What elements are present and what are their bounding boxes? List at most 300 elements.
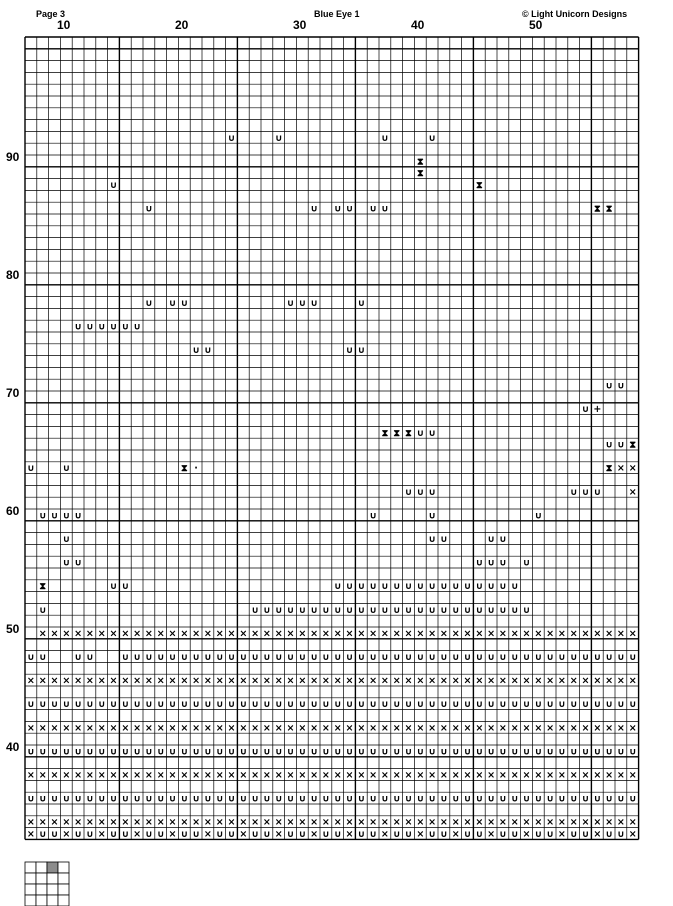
stitch-symbol: ∪ [605,829,613,841]
stitch-symbol: ∪ [227,793,236,805]
stitch-symbol: ∪ [145,699,153,711]
stitch-symbol: × [38,817,47,829]
stitch-symbol: ∪ [274,132,283,144]
stitch-symbol: ∪ [369,510,377,522]
stitch-symbol: ∪ [428,581,436,593]
stitch-symbol: × [428,770,437,782]
stitch-symbol: × [321,675,330,687]
stitch-symbol: × [274,675,283,687]
stitch-symbol: ∪ [345,203,354,215]
stitch-symbol: ∪ [133,652,141,664]
stitch-symbol: × [133,675,142,687]
stitch-symbol: ∪ [499,534,507,546]
stitch-symbol: ∪ [180,793,189,805]
stitch-symbol: × [581,817,590,829]
stitch-symbol: ∪ [440,604,448,616]
stitch-symbol: × [451,829,460,841]
stitch-symbol: × [38,628,47,640]
stitch-symbol: × [628,817,637,829]
stitch-symbol: ∪ [168,746,177,758]
stitch-symbol: ∪ [333,604,342,616]
stitch-symbol: × [109,675,118,687]
stitch-symbol: × [50,770,59,782]
stitch-symbol: × [274,722,283,734]
stitch-symbol: × [274,829,283,841]
stitch-symbol: × [487,770,496,782]
stitch-symbol: × [380,817,389,829]
stitch-symbol: × [251,817,260,829]
stitch-symbol: × [239,817,248,829]
stitch-symbol: × [357,770,366,782]
stitch-symbol: × [26,770,35,782]
stitch-symbol: ∪ [558,652,566,664]
stitch-symbol: × [605,675,614,687]
stitch-symbol: ∪ [416,793,425,805]
stitch-symbol: ∪ [274,604,283,616]
stitch-symbol: × [557,675,566,687]
stitch-symbol: × [463,722,472,734]
stitch-symbol: × [380,675,389,687]
stitch-symbol: × [85,675,94,687]
stitch-symbol: × [616,817,625,829]
stitch-symbol: × [227,675,236,687]
stitch-symbol: × [369,817,378,829]
stitch-symbol: ∪ [239,699,248,711]
stitch-symbol: × [168,770,177,782]
stitch-symbol: ∪ [440,829,448,841]
stitch-symbol: ∪ [617,380,625,392]
stitch-symbol: ∪ [510,699,519,711]
stitch-symbol: × [345,829,354,841]
overview-page-cell [58,873,69,884]
stitch-symbol: × [451,628,460,640]
stitch-symbol: ∪ [333,699,342,711]
stitch-symbol: × [357,675,366,687]
stitch-symbol: × [239,829,248,841]
stitch-symbol: × [380,628,389,640]
stitch-symbol: ∪ [133,321,141,333]
stitch-symbol: ∪ [121,829,130,841]
stitch-symbol: ∪ [27,463,35,475]
stitch-symbol: ∪ [392,652,401,664]
stitch-symbol: ∪ [86,699,94,711]
stitch-symbol: ∪ [168,699,177,711]
stitch-symbol: ∪ [475,699,484,711]
stitch-symbol: × [26,675,35,687]
stitch-symbol: ∪ [510,652,519,664]
stitch-symbol: ∪ [27,652,35,664]
stitch-symbol: × [274,770,283,782]
stitch-symbol: ∪ [97,321,106,333]
stitch-symbol: ∪ [605,652,613,664]
stitch-symbol: × [428,722,437,734]
stitch-symbol: × [133,628,142,640]
stitch-symbol: × [404,722,413,734]
stitch-symbol: ∪ [369,203,377,215]
stitch-symbol: ∪ [428,604,436,616]
stitch-symbol: ∪ [27,746,35,758]
stitch-symbol: × [357,722,366,734]
stitch-symbol: ∪ [62,557,71,569]
stitch-symbol: ∪ [451,699,460,711]
stitch-symbol: ∪ [475,793,484,805]
stitch-symbol: × [534,628,543,640]
stitch-symbol: × [557,628,566,640]
overview-page-cell [25,895,36,906]
overview-page-cell [36,873,47,884]
stitch-symbol: × [227,817,236,829]
page-label: Page 3 [36,9,66,19]
stitch-symbol: ∪ [369,793,377,805]
stitch-symbol: × [487,675,496,687]
stitch-symbol: × [168,829,177,841]
stitch-symbol: ∪ [581,404,590,416]
stitch-symbol: ∪ [121,746,130,758]
stitch-symbol: ∪ [558,699,566,711]
stitch-symbol: ∪ [62,463,71,475]
stitch-symbol: ∪ [546,746,554,758]
stitch-symbol: × [569,628,578,640]
stitch-symbol: × [439,817,448,829]
stitch-symbol: × [85,770,94,782]
stitch-symbol: × [557,829,566,841]
stitch-symbol: ∪ [286,652,295,664]
stitch-symbol: × [581,770,590,782]
stitch-symbol: ∪ [534,699,543,711]
stitch-symbol: ∪ [86,652,94,664]
stitch-symbol: × [345,628,354,640]
stitch-symbol: × [416,675,425,687]
stitch-symbol: ∪ [369,604,377,616]
stitch-symbol: × [215,722,224,734]
stitch-symbol: ∪ [109,180,118,192]
stitch-symbol: × [168,675,177,687]
stitch-symbol: ∪ [97,793,106,805]
stitch-symbol: × [593,675,602,687]
stitch-symbol: × [628,770,637,782]
stitch-symbol: × [203,770,212,782]
stitch-symbol: ∪ [440,746,448,758]
stitch-symbol: × [298,817,307,829]
stitch-symbol: × [463,675,472,687]
stitch-symbol: ∪ [322,604,330,616]
stitch-symbol: × [74,722,83,734]
stitch-symbol: ∪ [510,581,519,593]
stitch-symbol: × [534,675,543,687]
stitch-symbol: ∪ [180,746,189,758]
stitch-symbol: ∪ [534,510,543,522]
stitch-symbol: ∪ [215,746,224,758]
stitch-symbol: × [85,628,94,640]
stitch-symbol: × [109,770,118,782]
stitch-symbol: ∪ [298,652,307,664]
stitch-symbol: × [239,770,248,782]
stitch-symbol: × [439,722,448,734]
stitch-symbol: × [333,770,342,782]
stitch-symbol: ∪ [109,793,118,805]
stitch-symbol: ∪ [333,829,342,841]
stitch-symbol: ∪ [50,829,59,841]
stitch-symbol: ∪ [74,510,82,522]
stitch-symbol: × [628,463,637,475]
stitch-symbol: ∪ [74,699,82,711]
stitch-symbol: × [156,770,165,782]
stitch-symbol: ∪ [192,829,200,841]
stitch-symbol: × [286,675,295,687]
stitch-symbol: ∪ [286,829,295,841]
stitch-symbol: × [251,628,260,640]
stitch-symbol: × [144,817,153,829]
stitch-symbol: ∪ [38,699,47,711]
stitch-symbol: × [380,770,389,782]
stitch-symbol: × [38,675,47,687]
stitch-symbol: × [475,817,484,829]
stitch-symbol: × [345,675,354,687]
column-number-50: 50 [529,18,543,32]
stitch-symbol: × [74,770,83,782]
stitch-symbol: ∪ [227,829,236,841]
stitch-symbol: ⧗ [180,463,188,475]
overview-page-cell [47,884,58,895]
stitch-symbol: ∪ [475,604,484,616]
stitch-symbol: × [569,817,578,829]
stitch-symbol: ∪ [381,793,389,805]
stitch-symbol: × [109,722,118,734]
stitch-symbol: × [50,722,59,734]
stitch-symbol: ∪ [345,793,354,805]
stitch-symbol: ∪ [192,793,200,805]
stitch-symbol: × [546,675,555,687]
stitch-symbol: × [262,770,271,782]
stitch-symbol: × [416,817,425,829]
stitch-symbol: ∪ [499,829,507,841]
copyright-notice: © Light Unicorn Designs [522,9,628,19]
stitch-symbol: × [628,628,637,640]
stitch-symbol: ∪ [487,699,495,711]
row-number-40: 40 [6,740,20,754]
stitch-symbol: ∪ [121,652,130,664]
page-overview-map [25,862,69,906]
stitch-symbol: × [487,628,496,640]
stitch-symbol: ∪ [345,699,354,711]
stitch-symbol: ∪ [546,652,554,664]
stitch-symbol: ∪ [286,746,295,758]
stitch-symbol: × [428,675,437,687]
stitch-symbol: ∪ [251,604,259,616]
stitch-symbol: ∪ [180,652,189,664]
stitch-symbol: × [62,675,71,687]
stitch-symbol: × [26,829,35,841]
stitch-symbol: ∪ [581,486,590,498]
stitch-symbol: ∪ [463,829,472,841]
stitch-symbol: × [380,722,389,734]
stitch-symbol: ∪ [534,829,543,841]
stitch-symbol: ∪ [440,581,448,593]
stitch-symbol: × [109,628,118,640]
stitch-symbol: ∪ [546,793,554,805]
stitch-symbol: ∪ [463,652,472,664]
stitch-symbol: ∪ [440,793,448,805]
stitch-symbol: × [180,675,189,687]
stitch-symbol: × [227,770,236,782]
stitch-symbol: ∪ [74,652,82,664]
stitch-symbol: × [286,628,295,640]
stitch-symbol: ∪ [357,793,366,805]
stitch-symbol: × [62,628,71,640]
stitch-symbol: ∪ [74,321,82,333]
stitch-symbol: ∪ [38,746,47,758]
stitch-symbol: × [593,829,602,841]
stitch-symbol: × [109,817,118,829]
stitch-symbol: ∪ [487,652,495,664]
stitch-symbol: ∪ [62,793,71,805]
stitch-symbol: ∪ [145,746,153,758]
stitch-symbol: × [380,829,389,841]
stitch-symbol: ∪ [617,829,625,841]
stitch-symbol: × [180,628,189,640]
stitch-symbol: ∪ [451,746,460,758]
stitch-symbol: × [203,722,212,734]
stitch-symbol: ∪ [145,793,153,805]
stitch-symbol: ∪ [416,486,425,498]
stitch-symbol: ∪ [628,746,637,758]
stitch-symbol: ∪ [534,652,543,664]
stitch-symbol: ∪ [333,652,342,664]
stitch-symbol: ∪ [475,746,484,758]
stitch-symbol: × [310,817,319,829]
stitch-symbol: ∪ [204,699,212,711]
stitch-symbol: × [581,722,590,734]
stitch-symbol: ∪ [298,793,307,805]
stitch-symbol: × [156,628,165,640]
stitch-symbol: × [546,628,555,640]
stitch-symbol: ∪ [546,699,554,711]
stitch-symbol: ∪ [109,321,118,333]
stitch-symbol: × [605,817,614,829]
stitch-symbol: ∪ [133,793,141,805]
stitch-symbol: ∪ [593,699,602,711]
stitch-symbol: ∪ [440,652,448,664]
stitch-symbol: ∪ [145,829,153,841]
stitch-symbol: ∪ [463,746,472,758]
stitch-symbol: × [62,829,71,841]
stitch-symbol: ∪ [310,298,318,310]
stitch-symbol: ∪ [263,793,271,805]
stitch-symbol: × [439,628,448,640]
stitch-symbol: ∪ [428,534,436,546]
stitch-symbol: × [310,829,319,841]
stitch-symbol: ∪ [310,699,318,711]
stitch-symbol: ∪ [628,793,637,805]
stitch-symbol: ∪ [534,793,543,805]
stitch-symbol: ∪ [168,793,177,805]
stitch-symbol: × [133,722,142,734]
stitch-symbol: ∪ [499,604,507,616]
stitch-symbol: ∪ [109,581,118,593]
stitch-symbol: ∪ [333,203,342,215]
stitch-symbol: ∪ [369,581,377,593]
stitch-symbol: × [369,770,378,782]
stitch-symbol: ∪ [251,829,259,841]
stitch-symbol: ∪ [86,746,94,758]
stitch-symbol: ∪ [180,829,189,841]
column-number-20: 20 [175,18,189,32]
stitch-symbol: × [569,722,578,734]
stitch-symbol: × [286,770,295,782]
stitch-symbol: ∪ [38,652,47,664]
stitch-symbol: ∪ [428,427,436,439]
stitch-symbol: ∪ [534,746,543,758]
stitch-symbol: ∪ [109,699,118,711]
stitch-symbol: ∪ [310,793,318,805]
stitch-symbol: ∪ [156,652,165,664]
stitch-symbol: ∪ [428,793,436,805]
stitch-symbol: × [97,628,106,640]
stitch-symbol: ∪ [605,699,613,711]
stitch-symbol: × [628,829,637,841]
stitch-symbol: ∪ [286,298,295,310]
stitch-symbol: ∪ [204,345,212,357]
stitch-symbol: ∪ [333,793,342,805]
stitch-symbol: ∪ [569,746,578,758]
stitch-symbol: × [38,722,47,734]
stitch-symbol: × [510,628,519,640]
stitch-symbol: ∪ [451,581,460,593]
stitch-symbol: ∪ [97,699,106,711]
stitch-symbol: × [416,770,425,782]
stitch-symbol: ∪ [27,699,35,711]
stitch-symbol: ⧗ [416,156,424,168]
stitch-symbol: × [475,770,484,782]
stitch-symbol: ∪ [274,652,283,664]
stitch-symbol: × [628,675,637,687]
stitch-symbol: ∪ [274,699,283,711]
stitch-symbol: × [97,829,106,841]
stitch-symbol: ∪ [628,699,637,711]
stitch-symbol: × [298,628,307,640]
stitch-symbol: ∪ [522,793,531,805]
stitch-symbol: × [392,770,401,782]
stitch-symbol: × [451,817,460,829]
stitch-symbol: ∪ [50,699,59,711]
stitch-symbol: ∪ [487,793,495,805]
stitch-symbol: ∪ [440,699,448,711]
stitch-symbol: ∪ [310,652,318,664]
stitch-symbol: ∪ [392,829,401,841]
stitch-symbol: ∪ [50,746,59,758]
stitch-symbol: × [463,770,472,782]
stitch-symbol: ∪ [510,829,519,841]
stitch-symbol: ∪ [86,829,94,841]
stitch-symbol: ∪ [357,829,366,841]
stitch-symbol: × [121,817,130,829]
stitch-symbol: × [215,817,224,829]
stitch-symbol: ∪ [227,746,236,758]
stitch-symbol: ∪ [345,581,354,593]
stitch-symbol: × [85,817,94,829]
overview-current-page-cell [47,862,58,873]
stitch-symbol: ∪ [215,699,224,711]
overview-page-cell [58,895,69,906]
stitch-symbol: ∪ [251,699,259,711]
stitch-symbol: × [321,817,330,829]
stitch-symbol: ∪ [404,793,413,805]
stitch-symbol: × [192,628,201,640]
stitch-symbol: ∪ [499,557,507,569]
stitch-symbol: ∪ [62,746,71,758]
stitch-symbol: ∪ [381,581,389,593]
stitch-symbol: ∪ [286,604,295,616]
